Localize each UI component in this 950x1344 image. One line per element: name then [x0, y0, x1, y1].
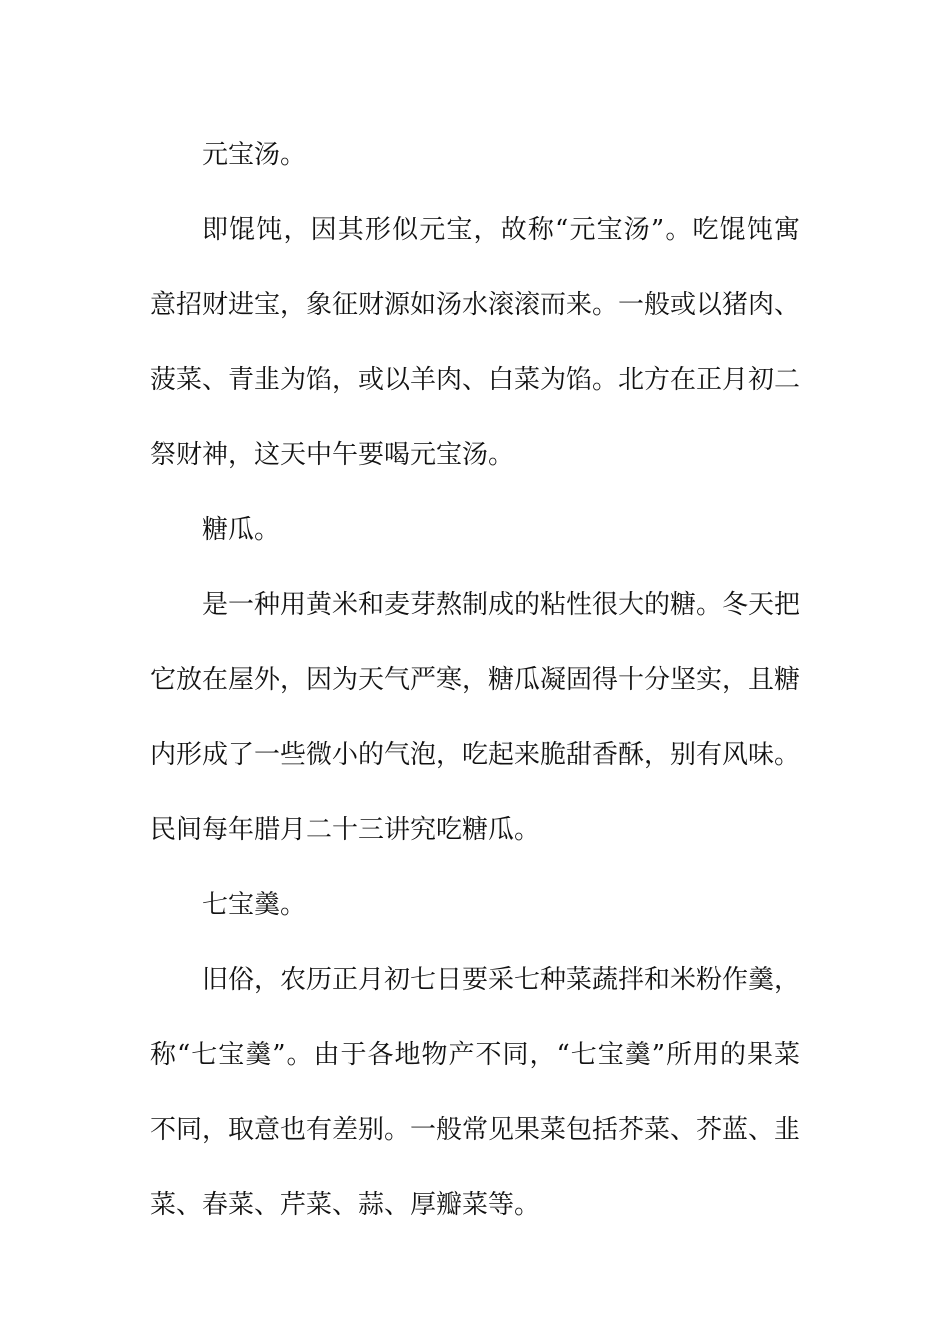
document-body: [150, 118, 800, 1243]
heading-qibao-geng: 七宝羹。: [202, 890, 307, 920]
paragraph-tang-gua: 是一种用黄米和麦芽熬制成的粘性很大的糖。冬天把它放在屋外，因为天气严寒，糖瓜凝固得十分坚实，且糖内形成了一些微小的气泡，吃起来脆甜香酥，别有风味。民间每年腊月二十三讲究吃糖瓜。: [150, 590, 801, 845]
paragraph-yuanbao-soup: 即馄饨，因其形似元宝，故称“元宝汤”。吃馄饨寓意招财进宝，象征财源如汤水滚滚而来。一般或以猪肉、菠菜、青韭为馅，或以羊肉、白菜为馅。北方在正月初二祭财神，这天中午要喝元宝汤。: [150, 215, 801, 470]
paragraph-qibao-geng: 旧俗，农历正月初七日要采七种菜蔬拌和米粉作羹，称“七宝羹”。由于各地物产不同，“七宝羹”所用的果菜不同，取意也有差别。一般常见果菜包括芥菜、芥蓝、韭菜、春菜、芹菜、蒜、厚瓣菜等。: [150, 965, 801, 1220]
heading-yuanbao-soup: 元宝汤。: [202, 140, 307, 170]
heading-tang-gua: 糖瓜。: [202, 515, 281, 545]
